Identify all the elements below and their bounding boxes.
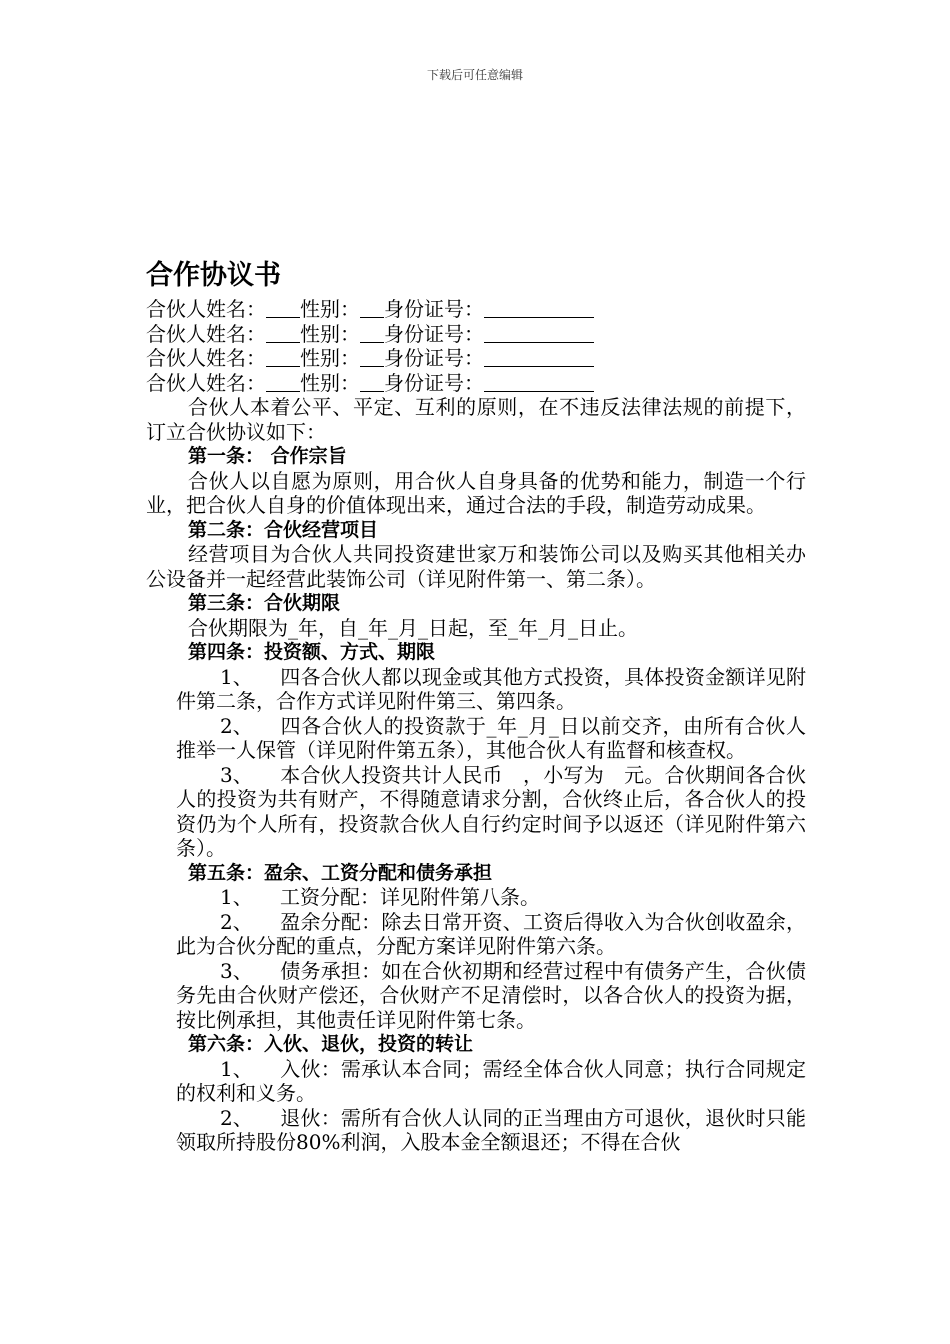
partner-row-2 [146, 322, 806, 347]
article-4-item-1 [146, 665, 806, 714]
partner-gender-label: 性别： [300, 321, 360, 346]
partner-id-label: 身份证号： [384, 321, 484, 346]
item-text: 本合伙人投资共计人民币 ，小写为 元。合伙期间各合伙人的投资为共有财产，不得随意请求分割，合伙终止后，各合伙人的投资仍为个人所有，投资款合伙人自行约定时间予以返还（详见附件第六条）。 [176, 762, 806, 860]
id-blank [484, 348, 594, 367]
article-2-heading: 第二条：合伙经营项目 [188, 518, 379, 541]
gender-blank [360, 324, 384, 343]
item-number: 2、 [220, 1105, 253, 1130]
item-text: 债务承担：如在合伙初期和经营过程中有债务产生，合伙债务先由合伙财产偿还，合伙财产不足清偿时，以各合伙人的投资为据，按比例承担，其他责任详见附件第七条。 [176, 958, 806, 1032]
gender-blank [360, 373, 384, 392]
item-text: 四各合伙人都以现金或其他方式投资，具体投资金额详见附件第二条，合作方式详见附件第三、第四条。 [176, 664, 806, 713]
item-number: 1、 [220, 1056, 253, 1081]
article-4-heading: 第四条：投资额、方式、期限 [188, 641, 436, 663]
article-4-item-3 [146, 763, 806, 861]
item-text: 入伙：需承认本合同；需经全体合伙人同意；执行合同规定的权利和义务。 [176, 1056, 806, 1105]
article-5-heading: 第五条：盈余、工资分配和债务承担 [188, 861, 493, 884]
partner-name-label: 合伙人姓名： [146, 346, 266, 370]
partner-gender-label: 性别： [300, 346, 360, 370]
id-blank [484, 324, 594, 343]
gender-blank [360, 299, 384, 318]
page-header: 下载后可任意编辑 [426, 68, 523, 82]
article-5-item-3 [146, 959, 806, 1033]
item-number: 1、 [220, 664, 253, 689]
article-6-item-2 [146, 1106, 806, 1155]
item-text: 四各合伙人的投资款于_年_月_日以前交齐，由所有合伙人推举一人保管（详见附件第五条），其他合伙人有监督和核查权。 [176, 713, 806, 762]
partner-gender-label: 性别： [300, 297, 360, 321]
partner-row-1 [146, 297, 806, 322]
partner-name-label: 合伙人姓名： [146, 297, 266, 321]
item-text: 工资分配：详见附件第八条。 [280, 885, 540, 909]
article-6-heading: 第六条：入伙、退伙，投资的转让 [188, 1033, 474, 1055]
item-text: 盈余分配：除去日常开资、工资后得收入为合伙创收盈余，此为合伙分配的重点，分配方案详见附件第六条。 [176, 909, 806, 958]
article-5-item-2 [146, 910, 806, 959]
partner-id-label: 身份证号： [384, 346, 484, 370]
article-1-heading: 第一条： 合作宗旨 [188, 445, 347, 467]
partner-name-label: 合伙人姓名： [146, 321, 266, 346]
partner-name-label: 合伙人姓名： [146, 370, 266, 395]
gender-blank [360, 348, 384, 367]
partner-id-label: 身份证号： [384, 370, 484, 395]
partner-row-4 [146, 371, 806, 396]
name-blank [266, 299, 300, 318]
item-text: 退伙：需所有合伙人认同的正当理由方可退伙，退伙时只能领取所持股份80%利润，入股本金全额退还；不得在合伙 [176, 1105, 806, 1154]
intro-paragraph: 合伙人本着公平、平定、互利的原则，在不违反法律法规的前提下，订立合伙协议如下： [146, 395, 806, 444]
document-title: 合作协议书 [146, 260, 281, 291]
name-blank [266, 324, 300, 343]
item-number: 2、 [220, 909, 253, 934]
article-1-text: 合伙人以自愿为原则，用合伙人自身具备的优势和能力，制造一个行业，把合伙人自身的价值体现出来，通过合法的手段，制造劳动成果。 [146, 468, 806, 517]
id-blank [484, 373, 594, 392]
partner-row-3 [146, 346, 806, 371]
article-2-text: 经营项目为合伙人共同投资建世家万和装饰公司以及购买其他相关办公设备并一起经营此装饰公司（详见附件第一、第二条）。 [146, 542, 806, 591]
partner-id-label: 身份证号： [384, 297, 484, 321]
name-blank [266, 373, 300, 392]
article-5-item-1 [146, 885, 806, 910]
item-number: 2、 [220, 713, 253, 738]
article-3-text: 合伙期限为_年，自_年_月_日起，至_年_月_日止。 [188, 615, 638, 640]
item-number: 3、 [220, 958, 253, 983]
partner-gender-label: 性别： [300, 370, 360, 395]
article-6-item-1 [146, 1057, 806, 1106]
article-3-heading: 第三条：合伙期限 [188, 592, 341, 614]
item-number: 3、 [220, 762, 253, 787]
name-blank [266, 348, 300, 367]
item-number: 1、 [220, 885, 253, 909]
article-4-item-2 [146, 714, 806, 763]
id-blank [484, 299, 594, 318]
document-body [146, 258, 806, 1155]
